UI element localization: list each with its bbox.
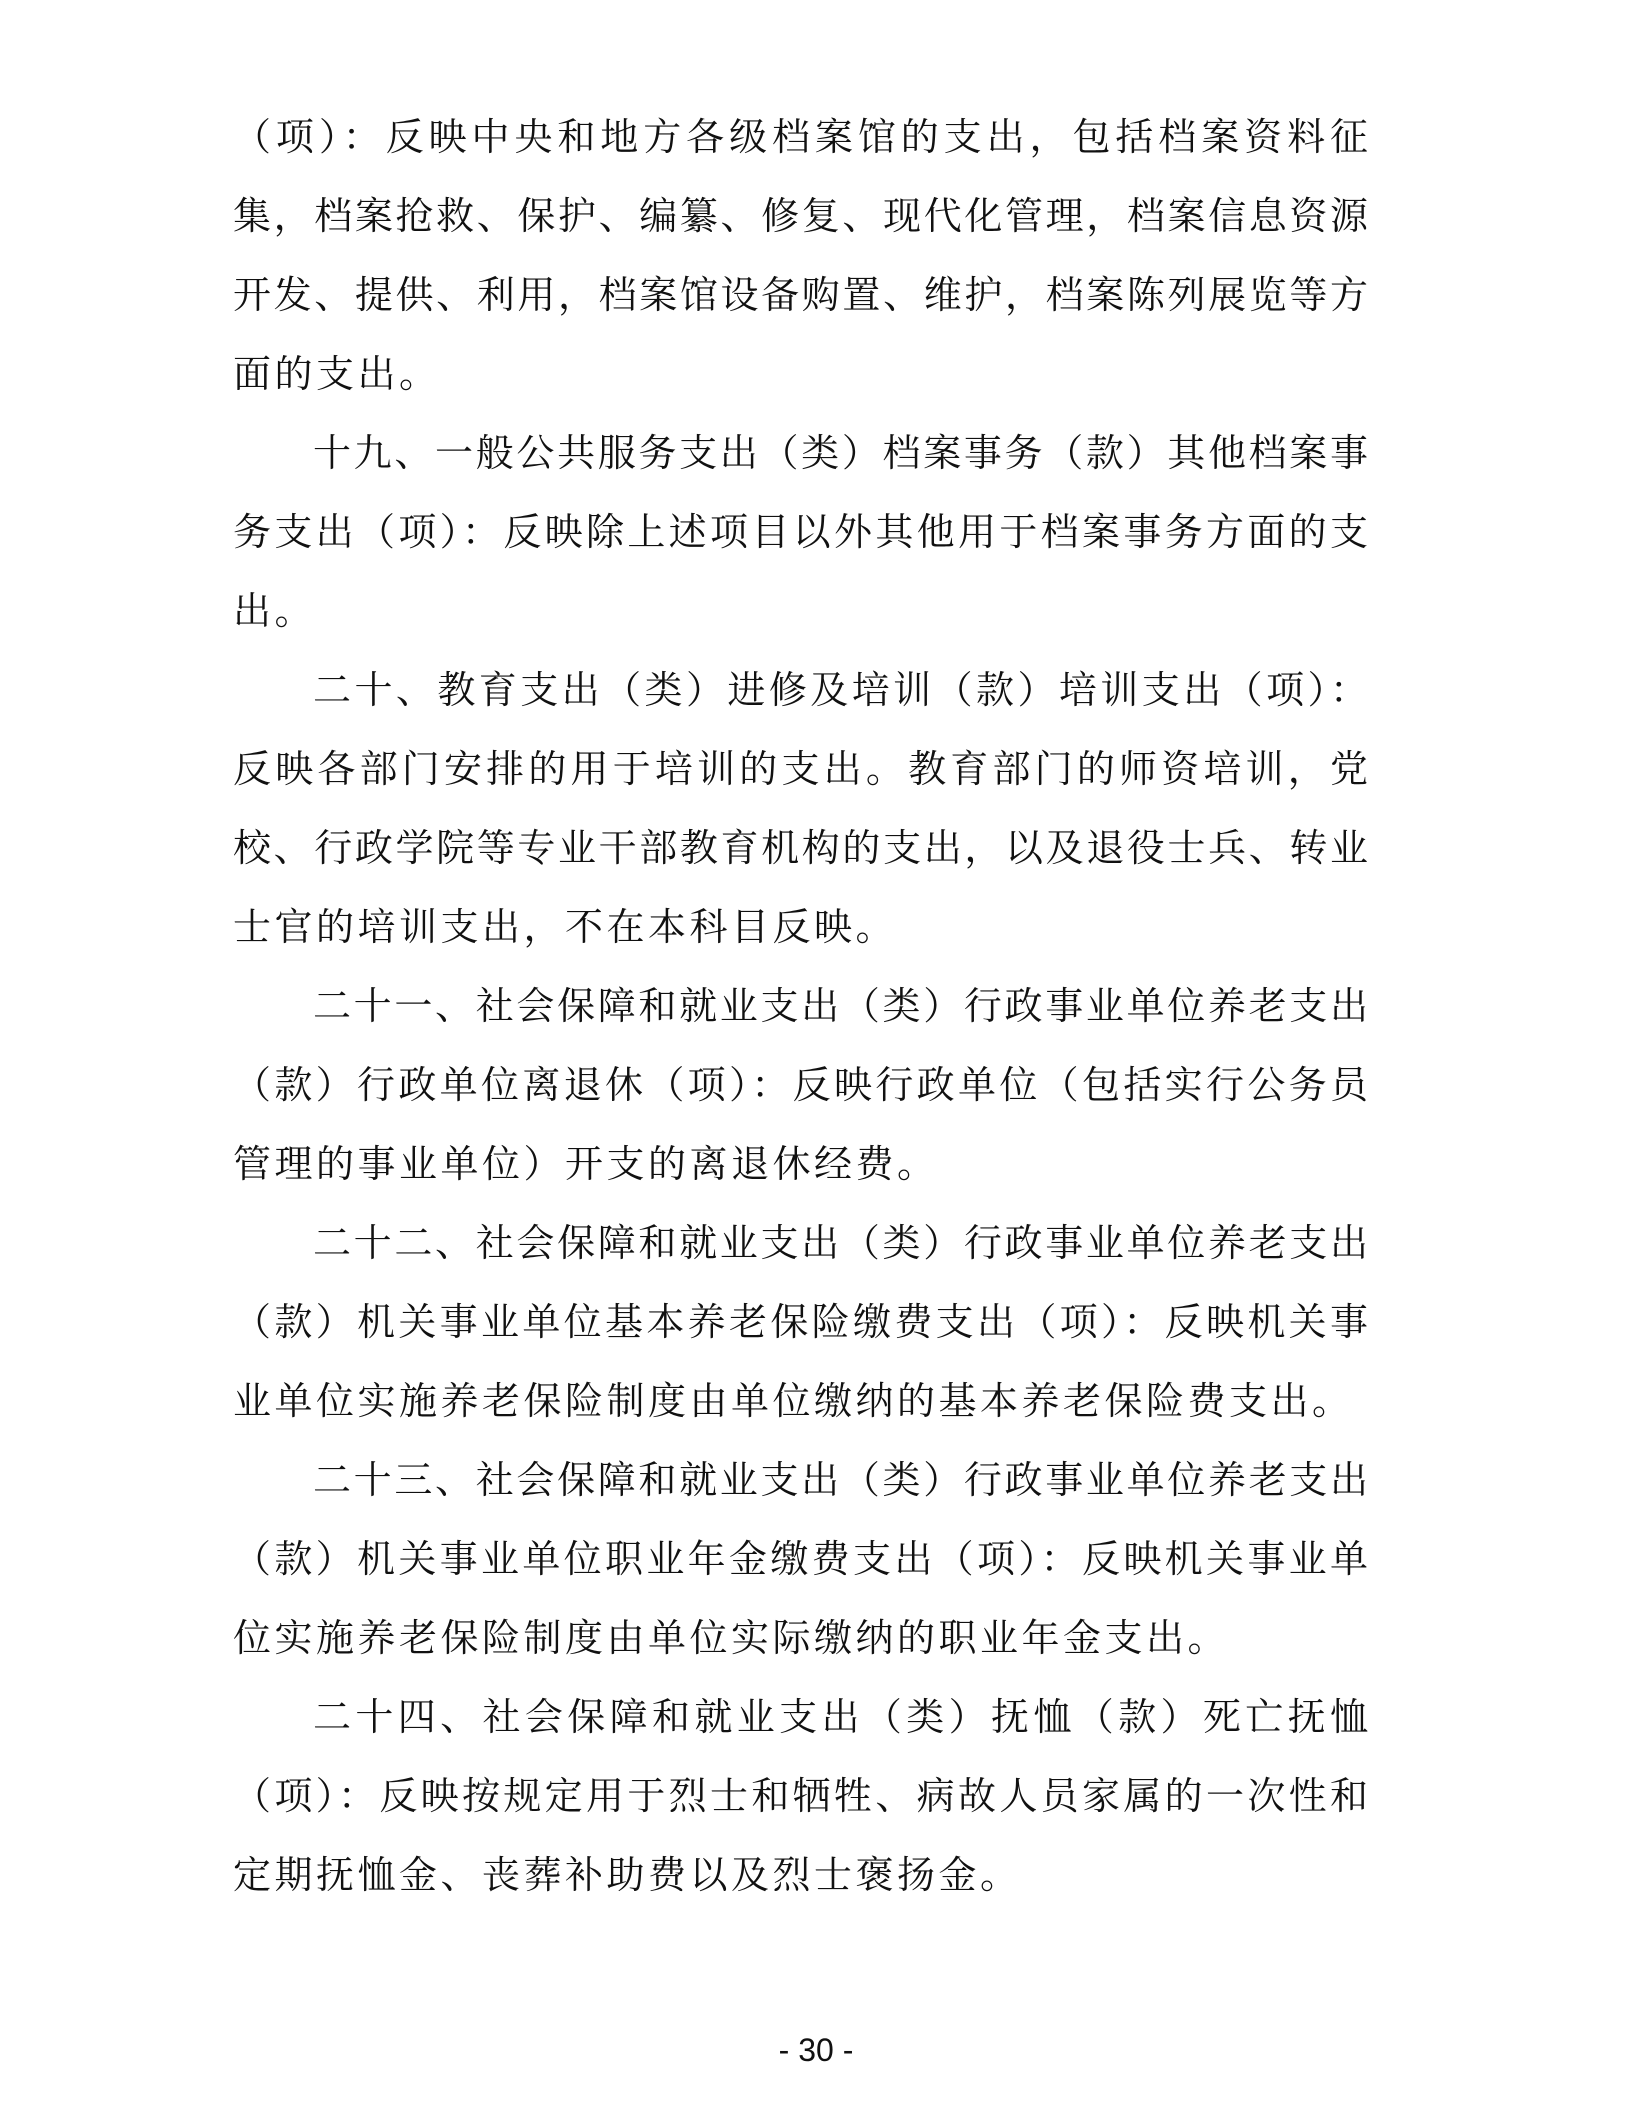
text-line: 集，档案抢救、保护、编纂、修复、现代化管理，档案信息资源 bbox=[233, 194, 1368, 238]
paragraph-item-19 bbox=[233, 414, 1368, 651]
text-line: 开发、提供、利用，档案馆设备购置、维护，档案陈列展览等方 bbox=[233, 273, 1368, 317]
text-line: 务支出（项）：反映除上述项目以外其他用于档案事务方面的支 bbox=[233, 510, 1368, 554]
paragraph-archive-expenditure-continued bbox=[233, 98, 1368, 414]
text-line: 面的支出。 bbox=[233, 352, 441, 396]
text-line: 二十一、社会保障和就业支出（类）行政事业单位养老支出 bbox=[313, 984, 1368, 1028]
text-line: 士官的培训支出，不在本科目反映。 bbox=[233, 905, 898, 949]
text-line: 位实施养老保险制度由单位实际缴纳的职业年金支出。 bbox=[233, 1616, 1230, 1660]
text-line: 反映各部门安排的用于培训的支出。教育部门的师资培训，党 bbox=[233, 747, 1368, 791]
paragraph-item-23 bbox=[233, 1441, 1368, 1678]
text-line: 业单位实施养老保险制度由单位缴纳的基本养老保险费支出。 bbox=[233, 1379, 1354, 1423]
text-line: 二十二、社会保障和就业支出（类）行政事业单位养老支出 bbox=[313, 1221, 1368, 1265]
paragraph-item-24 bbox=[233, 1678, 1368, 1915]
text-line: 定期抚恤金、丧葬补助费以及烈士褒扬金。 bbox=[233, 1853, 1022, 1897]
text-line: （款）机关事业单位职业年金缴费支出（项）：反映机关事业单 bbox=[233, 1537, 1368, 1581]
page-number: - 30 - bbox=[778, 2032, 854, 2068]
text-line: 校、行政学院等专业干部教育机构的支出，以及退役士兵、转业 bbox=[233, 826, 1368, 870]
paragraph-item-21 bbox=[233, 967, 1368, 1204]
text-line: 出。 bbox=[233, 589, 317, 633]
text-line: （项）：反映按规定用于烈士和牺牲、病故人员家属的一次性和 bbox=[233, 1774, 1368, 1818]
document-body bbox=[233, 98, 1368, 1915]
text-line: （款）行政单位离退休（项）：反映行政单位（包括实行公务员 bbox=[233, 1063, 1368, 1107]
text-line: 二十、教育支出（类）进修及培训（款）培训支出（项）： bbox=[313, 668, 1368, 712]
text-line: 管理的事业单位）开支的离退休经费。 bbox=[233, 1142, 939, 1186]
text-line: 二十三、社会保障和就业支出（类）行政事业单位养老支出 bbox=[313, 1458, 1368, 1502]
paragraph-item-22 bbox=[233, 1204, 1368, 1441]
paragraph-item-20 bbox=[233, 651, 1368, 967]
text-line: 十九、一般公共服务支出（类）档案事务（款）其他档案事 bbox=[313, 431, 1368, 475]
text-line: （项）：反映中央和地方各级档案馆的支出，包括档案资料征 bbox=[233, 115, 1368, 159]
text-line: （款）机关事业单位基本养老保险缴费支出（项）：反映机关事 bbox=[233, 1300, 1368, 1344]
text-line: 二十四、社会保障和就业支出（类）抚恤（款）死亡抚恤 bbox=[313, 1695, 1368, 1739]
